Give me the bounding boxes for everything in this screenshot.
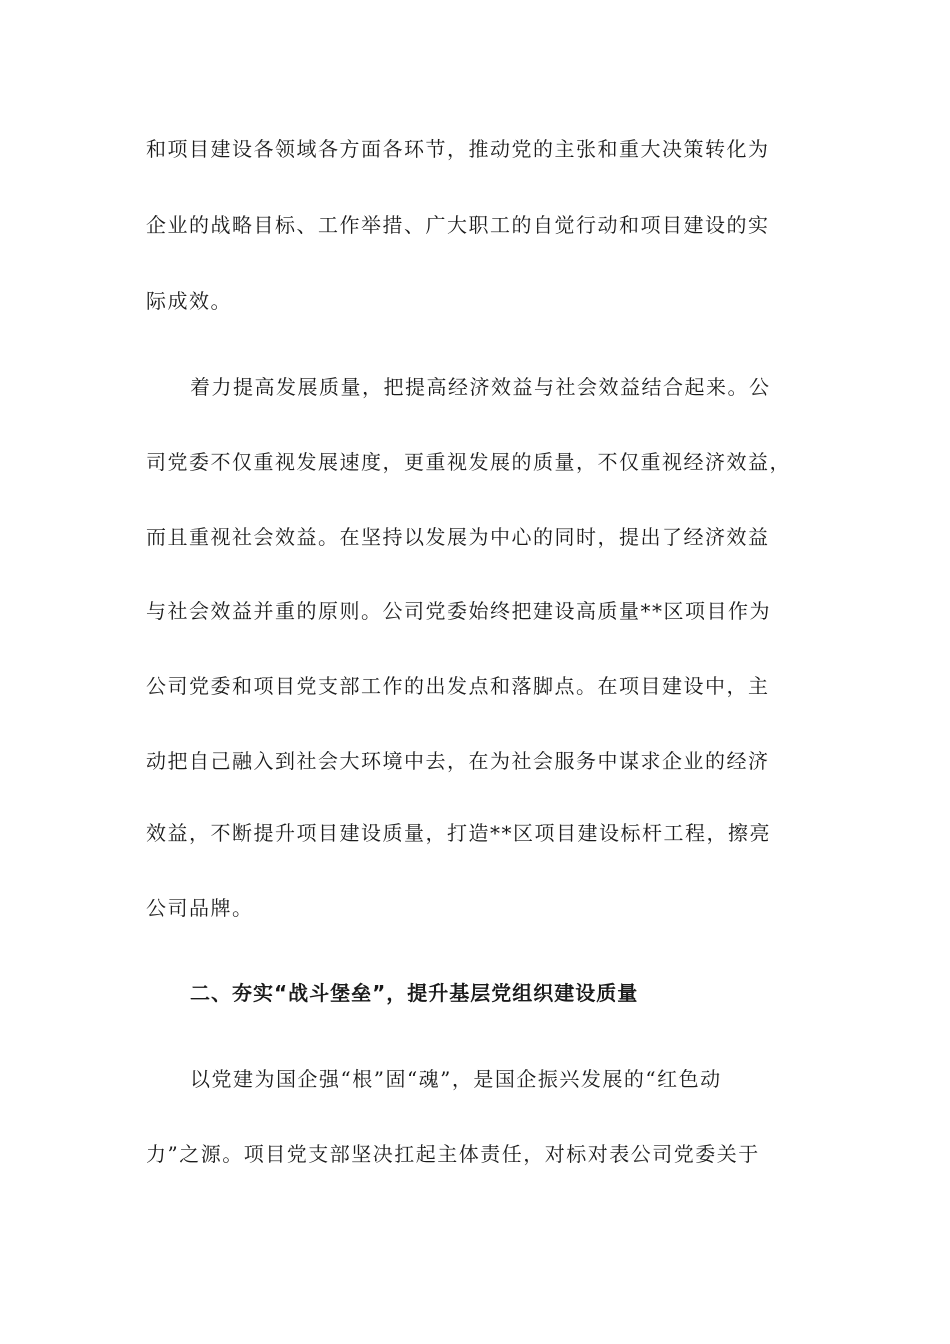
paragraph-line: 际成效。 — [146, 289, 232, 313]
paragraph-line: 企业的战略目标、工作举措、广大职工的自觉行动和项目建设的实 — [146, 213, 770, 237]
paragraph-line: 着力提高发展质量，把提高经济效益与社会效益结合起来。公 — [190, 375, 771, 399]
section-heading: 二、夯实“战斗堡垒”，提升基层党组织建设质量 — [190, 981, 639, 1005]
paragraph-line: 和项目建设各领域各方面各环节，推动党的主张和重大决策转化为 — [146, 137, 770, 161]
paragraph-line: 公司党委和项目党支部工作的出发点和落脚点。在项目建设中，主 — [146, 674, 770, 698]
paragraph-line: 司党委不仅重视发展速度，更重视发展的质量，不仅重视经济效益， — [146, 450, 791, 474]
paragraph-line: 而且重视社会效益。在坚持以发展为中心的同时，提出了经济效益 — [146, 525, 770, 549]
paragraph-line: 以党建为国企强“根”固“魂”，是国企振兴发展的“红色动 — [190, 1067, 722, 1091]
paragraph-line: 力”之源。项目党支部坚决扛起主体责任，对标对表公司党委关于 — [146, 1142, 760, 1166]
paragraph-line: 效益，不断提升项目建设质量，打造**区项目建设标杆工程，擦亮 — [146, 821, 771, 845]
paragraph-line: 公司品牌。 — [146, 896, 254, 920]
paragraph-line: 动把自己融入到社会大环境中去，在为社会服务中谋求企业的经济 — [146, 749, 770, 773]
paragraph-line: 与社会效益并重的原则。公司党委始终把建设高质量**区项目作为 — [146, 599, 771, 623]
